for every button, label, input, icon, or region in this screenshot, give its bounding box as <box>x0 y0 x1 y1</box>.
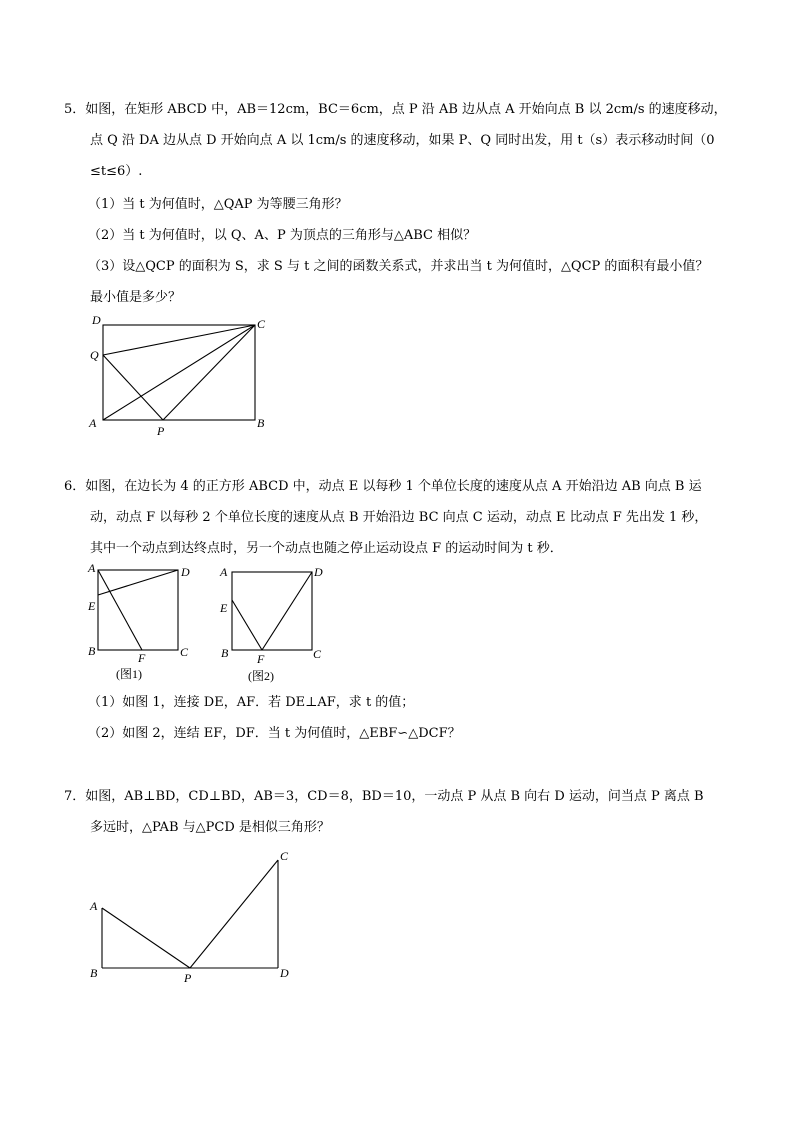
label-d: D <box>314 565 323 579</box>
label-b: B <box>257 416 265 430</box>
label-a: A <box>89 416 97 430</box>
label-c: C <box>180 645 189 659</box>
problem6-figure-2 <box>212 560 332 685</box>
label-e: E <box>88 599 96 613</box>
label-p: P <box>184 971 192 985</box>
problem7-line-2: 多远时，△PAB 与△PCD 是相似三角形？ <box>90 820 330 835</box>
label-p: P <box>157 424 165 438</box>
label-b: B <box>221 646 229 660</box>
figure-2-caption: (图2) <box>248 669 274 683</box>
label-f: F <box>257 652 265 666</box>
label-e: E <box>220 601 228 615</box>
problem5-line-3: ≤t≤6）. <box>90 164 143 179</box>
problem6-line-2: 动，动点 F 以每秒 2 个单位长度的速度从点 B 开始沿边 BC 向点 C 运动，动点 E 比动点 F 先出发 1 秒， <box>90 510 708 525</box>
square-abcd <box>232 572 312 650</box>
problem6-question-1: （1）如图 1，连接 DE，AF．若 DE⊥AF，求 t 的值； <box>88 695 415 710</box>
segment-ef <box>232 600 262 650</box>
segment-pc <box>163 325 255 420</box>
label-b: B <box>88 644 96 658</box>
problem5-line-7: 最小值是多少？ <box>90 290 182 305</box>
label-c: C <box>313 647 322 661</box>
problem7-line-1: 7．如图，AB⊥BD，CD⊥BD，AB＝3，CD＝8，BD＝10，一动点 P 从点 B 向右 D 运动，问当点 P 离点 B <box>64 789 704 804</box>
problem5-line-1: 5．如图，在矩形 ABCD 中，AB＝12cm，BC＝6cm，点 P 沿 AB 边从点 A 开始向点 B 以 2cm/s 的速度移动， <box>64 102 727 117</box>
label-a: A <box>88 561 96 575</box>
label-f: F <box>138 651 146 665</box>
problem5-question-2: （2）当 t 为何值时，以 Q、A、P 为顶点的三角形与△ABC 相似？ <box>88 228 477 243</box>
segment-df <box>262 572 312 650</box>
segment-af <box>98 570 142 650</box>
label-q: Q <box>90 348 99 362</box>
problem6-question-2: （2）如图 2，连结 EF，DF．当 t 为何值时，△EBF∽△DCF？ <box>88 726 461 741</box>
segment-qc <box>103 325 255 355</box>
segment-ac <box>103 325 255 420</box>
problem6-line-1: 6．如图，在边长为 4 的正方形 ABCD 中，动点 E 以每秒 1 个单位长度的速度从点 A 开始沿边 AB 向点 B 运 <box>64 479 702 494</box>
label-b: B <box>90 966 98 980</box>
segment-pc <box>190 860 278 968</box>
problem7-figure <box>84 840 304 990</box>
label-c: C <box>280 849 289 863</box>
label-a: A <box>90 899 98 913</box>
problem5-question-1: （1）当 t 为何值时，△QAP 为等腰三角形？ <box>88 197 348 212</box>
problem6-line-3: 其中一个动点到达终点时，另一个动点也随之停止运动设点 F 的运动时间为 t 秒． <box>90 541 563 556</box>
problem5-figure <box>84 310 274 440</box>
segment-ap <box>102 908 190 968</box>
label-d: D <box>181 565 190 579</box>
figure-1-caption: (图1) <box>116 667 142 681</box>
label-c: C <box>257 317 266 331</box>
label-d: D <box>92 313 101 327</box>
problem5-question-3: （3）设△QCP 的面积为 S，求 S 与 t 之间的函数关系式，并求出当 t 为何值时，△QCP 的面积有最小值？ <box>88 259 709 274</box>
problem6-figure-1 <box>84 560 204 685</box>
label-a: A <box>220 565 228 579</box>
problem5-line-2: 点 Q 沿 DA 边从点 D 开始向点 A 以 1cm/s 的速度移动，如果 P、Q 同时出发，用 t（s）表示移动时间（0 <box>90 133 715 148</box>
label-d: D <box>280 966 289 980</box>
